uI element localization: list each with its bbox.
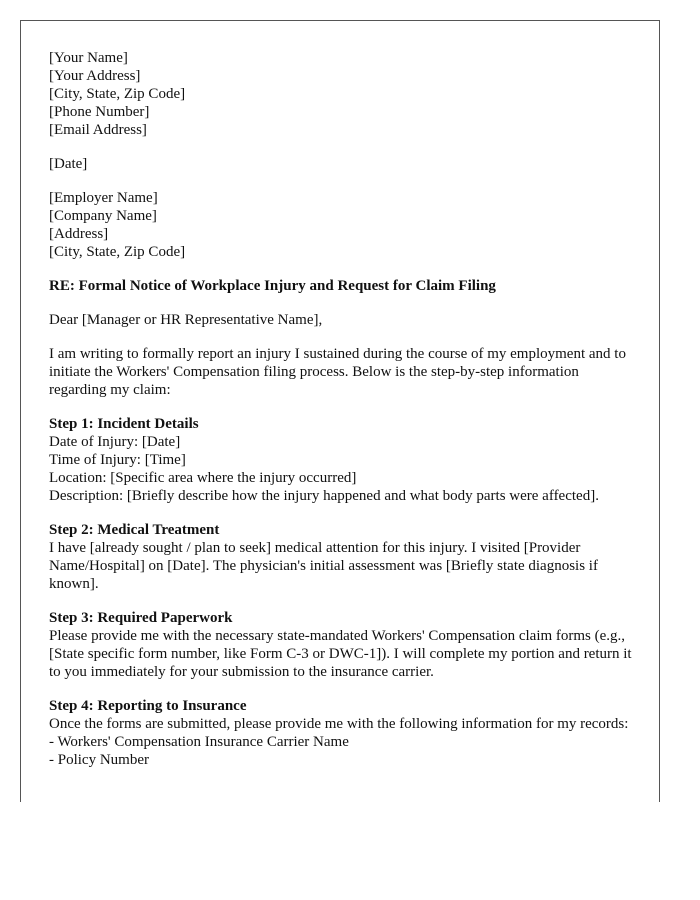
step2-heading: Step 2: Medical Treatment	[49, 522, 220, 538]
step1-time: Time of Injury: [Time]	[49, 452, 186, 468]
salutation: Dear [Manager or HR Representative Name],	[49, 312, 323, 328]
sender-city-state-zip: [City, State, Zip Code]	[49, 86, 186, 102]
step3-section	[49, 609, 639, 681]
recipient-employer-name: [Employer Name]	[49, 190, 158, 206]
step2-text: I have [already sought / plan to seek] medical attention for this injury. I visited [Provider Name/Hospital] on [Date]. The physician's initial assessment was [Briefly state diagnosis if known].	[49, 540, 598, 592]
letter-date: [Date]	[49, 156, 88, 172]
step4-section	[49, 697, 639, 769]
intro-paragraph: I am writing to formally report an injury I sustained during the course of my employment and to initiate the Workers' Compensation filing process. Below is the step-by-step information regarding my claim:	[49, 346, 626, 398]
step3-text: Please provide me with the necessary state-mandated Workers' Compensation claim forms (e.g., [State specific form number, like Form C-3 or DWC-1]). I will complete my portion and return it to you immediately for your submission to the insurance carrier.	[49, 628, 632, 680]
step4-text: Once the forms are submitted, please provide me with the following information for my records:	[49, 716, 629, 732]
step4-heading: Step 4: Reporting to Insurance	[49, 698, 247, 714]
recipient-city-state-zip: [City, State, Zip Code]	[49, 244, 186, 260]
step1-location: Location: [Specific area where the injury occurred]	[49, 470, 357, 486]
recipient-block	[49, 189, 639, 261]
recipient-address: [Address]	[49, 226, 109, 242]
letter-content	[49, 49, 639, 769]
step3-heading: Step 3: Required Paperwork	[49, 610, 233, 626]
letter-page	[20, 20, 660, 802]
sender-phone: [Phone Number]	[49, 104, 150, 120]
step1-description: Description: [Briefly describe how the injury happened and what body parts were affected].	[49, 488, 599, 504]
step4-item-policy: - Policy Number	[49, 752, 149, 768]
subject-line: RE: Formal Notice of Workplace Injury and Request for Claim Filing	[49, 278, 496, 294]
step1-heading: Step 1: Incident Details	[49, 416, 199, 432]
step1-date: Date of Injury: [Date]	[49, 434, 181, 450]
step4-item-carrier: - Workers' Compensation Insurance Carrier Name	[49, 734, 349, 750]
sender-email: [Email Address]	[49, 122, 147, 138]
step1-section	[49, 415, 639, 505]
sender-block	[49, 49, 639, 139]
recipient-company-name: [Company Name]	[49, 208, 157, 224]
sender-address: [Your Address]	[49, 68, 141, 84]
step2-section	[49, 521, 639, 593]
sender-name: [Your Name]	[49, 50, 128, 66]
